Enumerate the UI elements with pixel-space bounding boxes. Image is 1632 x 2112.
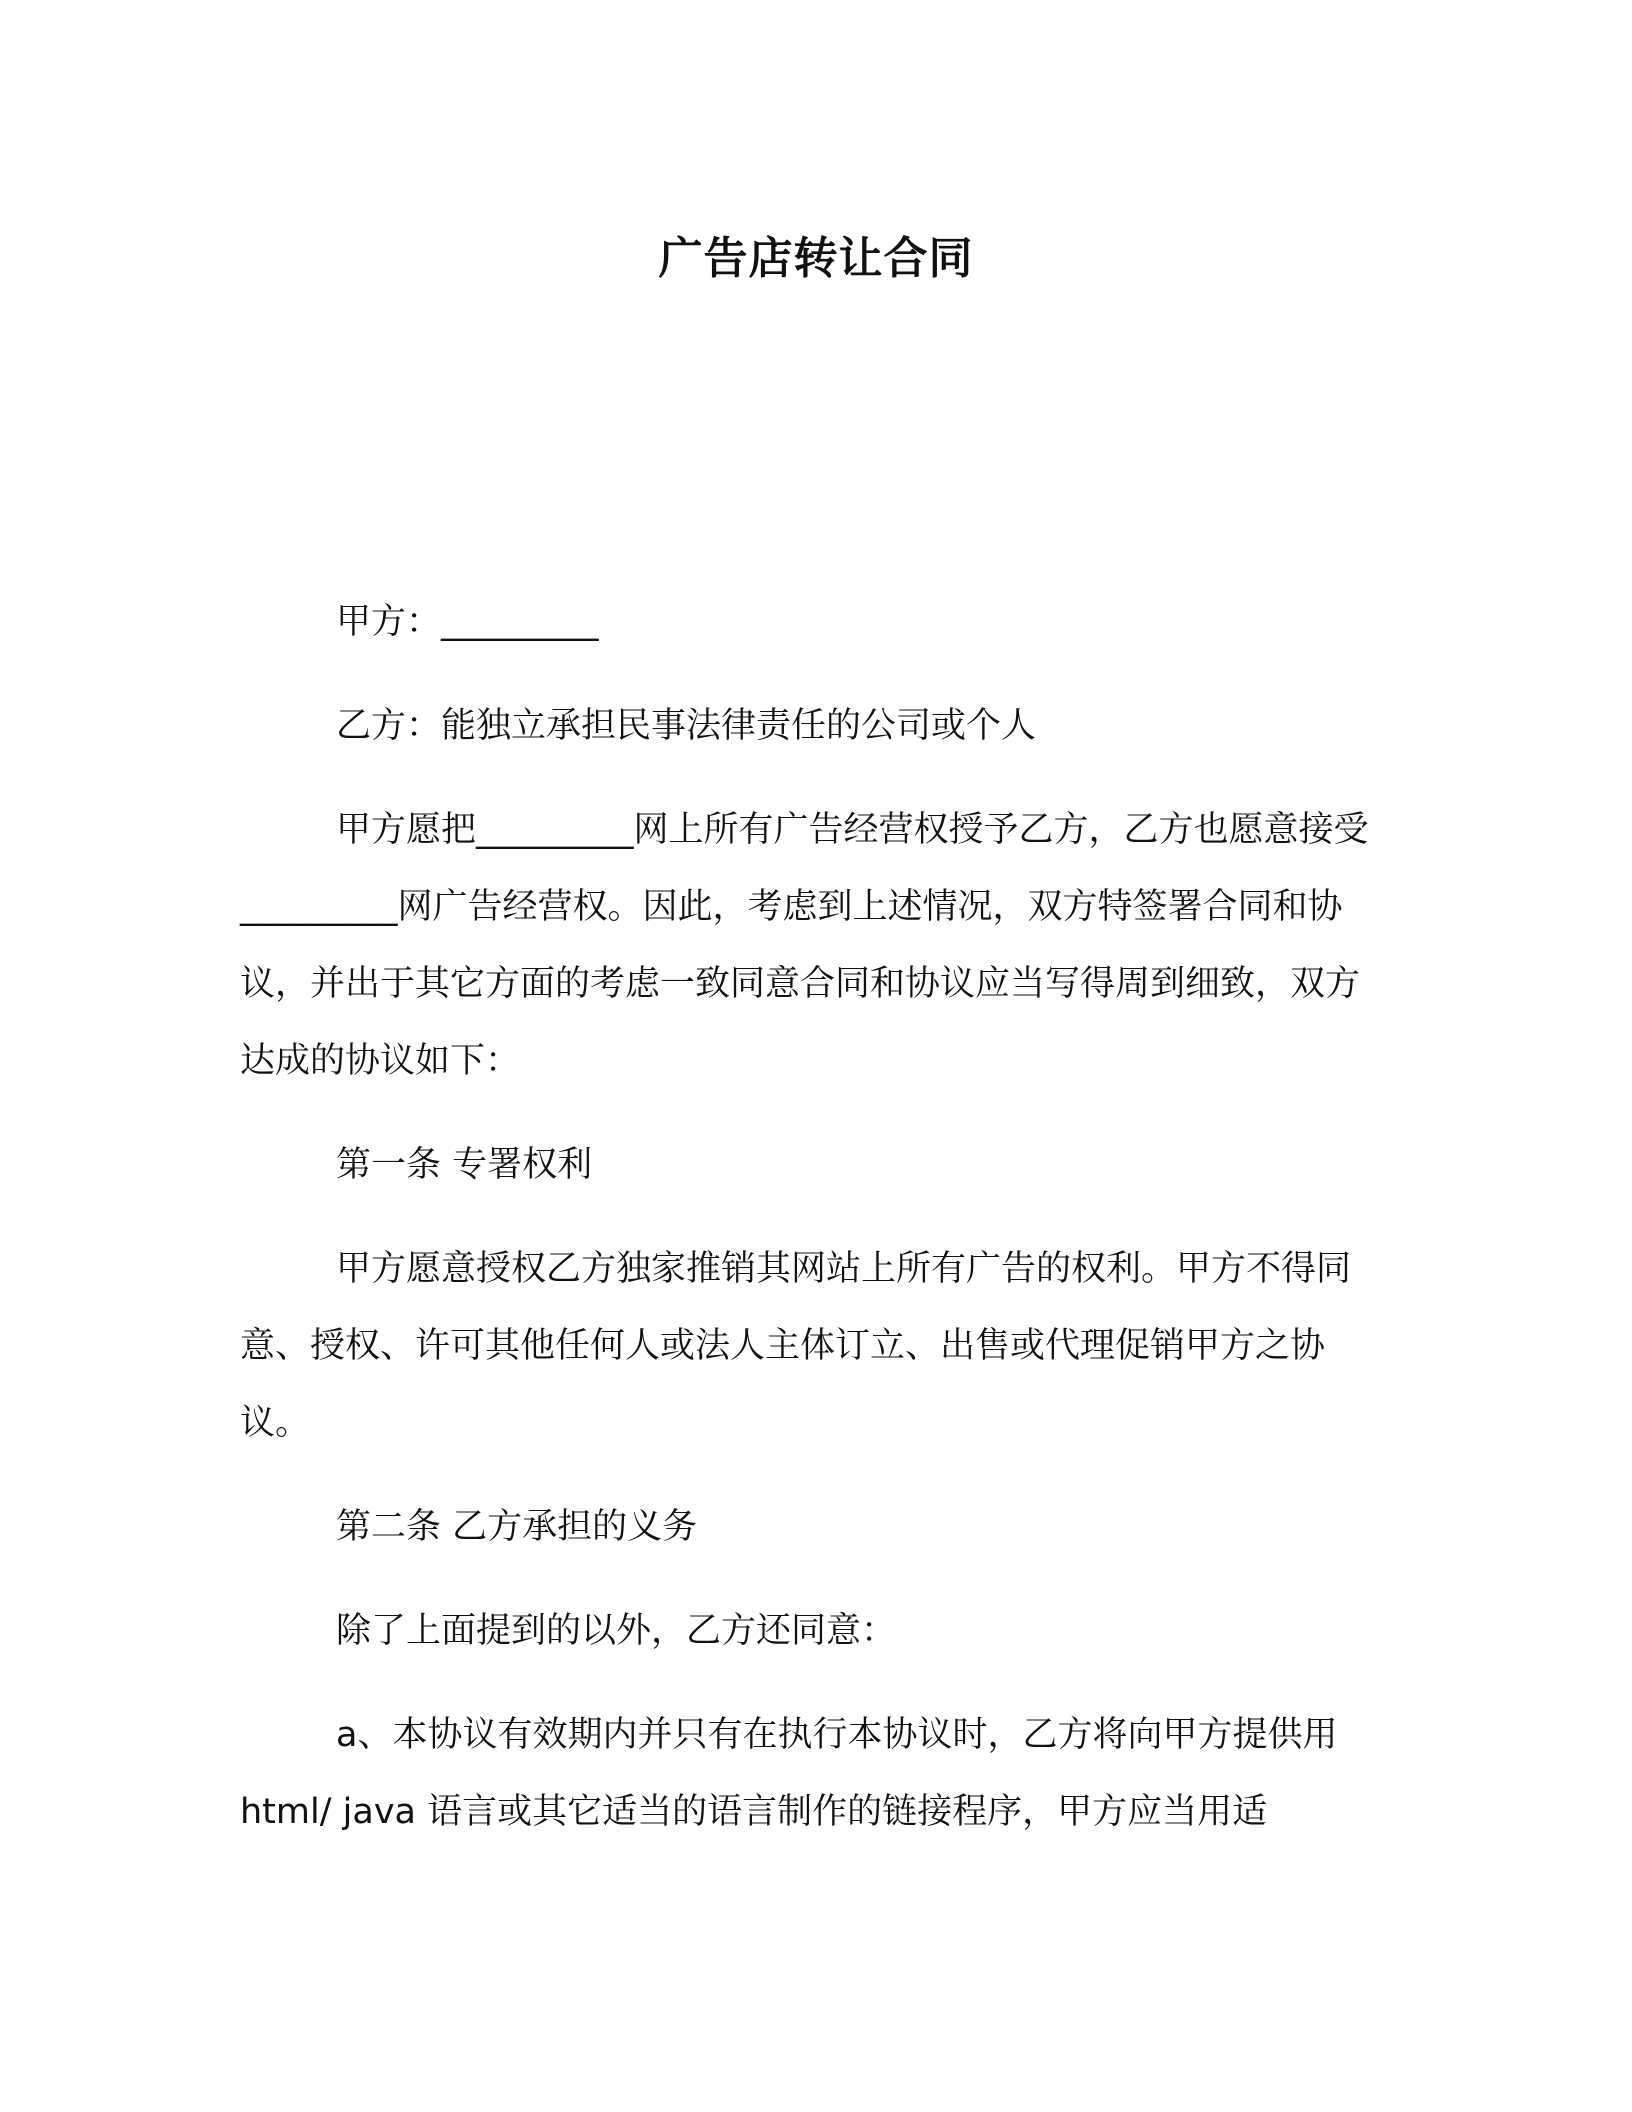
article-two-item-a: a、本协议有效期内并只有在执行本协议时，乙方将向甲方提供用 html/ java 语言或其它适当的语言制作的链接程序，甲方应当用适: [240, 1715, 1338, 1832]
document-body: [240, 584, 1380, 1878]
preamble-paragraph: 甲方愿把_________网上所有广告经营权授予乙方，乙方也愿意接受_________网广告经营权。因此，考虑到上述情况，双方特签署合同和协议，并出于其它方面的考虑一致同意合同和协议应当写得周到细致，双方达成的协议如下：: [240, 810, 1369, 1081]
article-two-heading: 第二条 乙方承担的义务: [336, 1507, 698, 1547]
article-one-heading: 第一条 专署权利: [336, 1145, 593, 1185]
article-two-intro: 除了上面提到的以外，乙方还同意：: [336, 1611, 897, 1651]
party-a-line: 甲方：_________: [336, 602, 599, 642]
document-title: 广告店转让合同: [658, 233, 974, 284]
article-one-text: 甲方愿意授权乙方独家推销其网站上所有广告的权利。甲方不得同意、授权、许可其他任何人或法人主体订立、出售或代理促销甲方之协议。: [240, 1249, 1352, 1443]
party-b-line: 乙方：能独立承担民事法律责任的公司或个人: [336, 706, 1037, 746]
